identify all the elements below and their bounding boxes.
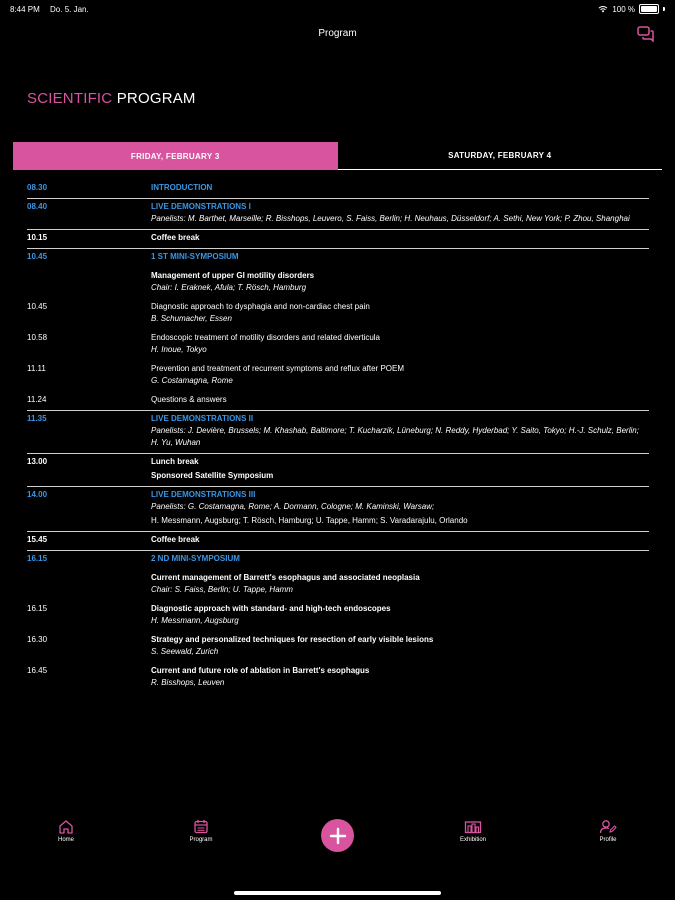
session-panelists: Panelists: G. Costamagna, Rome; A. Dormann, Cologne; M. Kaminski, Warsaw; [151,502,435,511]
program-list [27,180,675,693]
session-time: 15.45 [27,535,48,544]
tab-home-label: Home [57,837,74,843]
session-title: INTRODUCTION [151,183,213,192]
status-date: Do. 5. Jan. [50,5,89,14]
talk-speaker: H. Inoue, Tokyo [151,345,207,354]
session-time: 16.15 [27,554,48,563]
home-indicator [234,891,441,895]
talk-time: 11.11 [27,364,46,373]
session-title: 1 ST MINI-SYMPOSIUM [151,252,239,261]
program-block[interactable] [27,487,649,532]
battery-icon [639,4,659,14]
tab-profile-label: Profile [599,837,617,843]
talk-time: 11.24 [27,395,47,404]
page-title-accent: SCIENTIFIC [27,90,113,107]
session-time: 10.15 [27,233,48,242]
page-title-rest: PROGRAM [116,90,196,107]
program-block[interactable] [27,454,649,487]
talk-speaker: S. Seewald, Zurich [151,647,219,656]
program-block[interactable] [27,411,675,454]
tab-program-label: Program [189,837,213,843]
session-time: 11.35 [27,414,47,423]
chat-icon[interactable] [637,26,655,42]
symposium-chair: Chair: S. Faiss, Berlin; U. Tappe, Hamm [151,585,293,594]
status-bar [0,0,675,18]
tab-friday[interactable]: FRIDAY, FEBRUARY 3 [13,142,338,170]
session-time: 08.40 [27,202,48,211]
program-block[interactable] [27,180,649,199]
session-title: Coffee break [151,233,200,242]
talk-time: 16.30 [27,635,48,644]
wifi-icon [598,5,608,13]
status-time: 8:44 PM [10,5,40,14]
symposium-title: Management of upper GI motility disorders [151,271,315,280]
talk-time: 16.45 [27,666,48,675]
session-title: LIVE DEMONSTRATIONS I [151,202,251,211]
session-title: 2 ND MINI-SYMPOSIUM [151,554,240,563]
add-button[interactable] [321,819,354,852]
session-title: LIVE DEMONSTRATIONS II [151,414,254,423]
talk-title: Prevention and treatment of recurrent symptoms and reflux after POEM [151,364,404,373]
talk-title: Endoscopic treatment of motility disorders and related diverticula [151,333,380,342]
talk-title: Questions & answers [151,395,227,404]
program-block[interactable] [27,249,649,411]
tab-profile[interactable] [578,819,638,843]
talk-time: 16.15 [27,604,48,613]
program-block[interactable] [27,230,649,249]
session-subtitle: Sponsored Satellite Symposium [151,471,274,480]
page-title [27,90,196,107]
battery-percent: 100 % [612,4,635,14]
battery-tip [663,7,665,11]
program-block[interactable] [27,551,649,693]
tab-saturday[interactable]: SATURDAY, FEBRUARY 4 [338,142,663,170]
plus-icon [329,827,347,845]
tab-program[interactable] [171,819,231,843]
talk-speaker: H. Messmann, Augsburg [151,616,239,625]
talk-speaker: R. Bisshops, Leuven [151,678,225,687]
day-tabs [13,142,662,170]
talk-time: 10.58 [27,333,48,342]
session-panelists: Panelists: M. Barthet, Marseille; R. Bisshops, Leuvero, S. Faiss, Berlin; H. Neuhaus, Düsseldorf; A. Sethi, New York; P. Zhou, Shanghai [151,214,630,223]
program-block[interactable] [27,532,649,551]
talk-title: Strategy and personalized techniques for resection of early visible lesions [151,635,434,644]
talk-time: 10.45 [27,302,48,311]
session-time: 10.45 [27,252,48,261]
program-block[interactable] [27,199,649,230]
session-title: Lunch break [151,457,199,466]
symposium-title: Current management of Barrett's esophagus and associated neoplasia [151,573,420,582]
calendar-icon [193,819,209,834]
session-panelists: Panelists: J. Devière, Brussels; M. Khashab, Baltimore; T. Kucharzik, Lüneburg; N. Reddy, Hyderbad; Y. Saito, Tokyo; H.-J. Schulz, Berlin; H. Yu, Wuhan [151,426,675,447]
session-panelists-continued: H. Messmann, Augsburg; T. Rösch, Hamburg; U. Tappe, Hamm; S. Varadarajulu, Orlando [151,516,468,525]
session-title: LIVE DEMONSTRATIONS III [151,490,256,499]
tab-exhibition[interactable] [443,819,503,843]
nav-title: Program [318,28,357,39]
talk-title: Diagnostic approach with standard- and high-tech endoscopes [151,604,391,613]
session-time: 13.00 [27,457,48,466]
tab-exhibition-label: Exhibition [459,837,486,843]
talk-title: Current and future role of ablation in Barrett's esophagus [151,666,370,675]
talk-speaker: G. Costamagna, Rome [151,376,233,385]
symposium-chair: Chair: I. Eraknek, Afula; T. Rösch, Hamburg [151,283,307,292]
talk-speaker: B. Schumacher, Essen [151,314,232,323]
nav-bar [0,24,675,44]
session-time: 08.30 [27,183,48,192]
exhibition-icon [464,819,482,834]
session-time: 14.00 [27,490,48,499]
profile-icon [599,819,617,834]
talk-title: Diagnostic approach to dysphagia and non-cardiac chest pain [151,302,370,311]
session-title: Coffee break [151,535,200,544]
home-icon [58,819,74,834]
tab-home[interactable] [36,819,96,843]
